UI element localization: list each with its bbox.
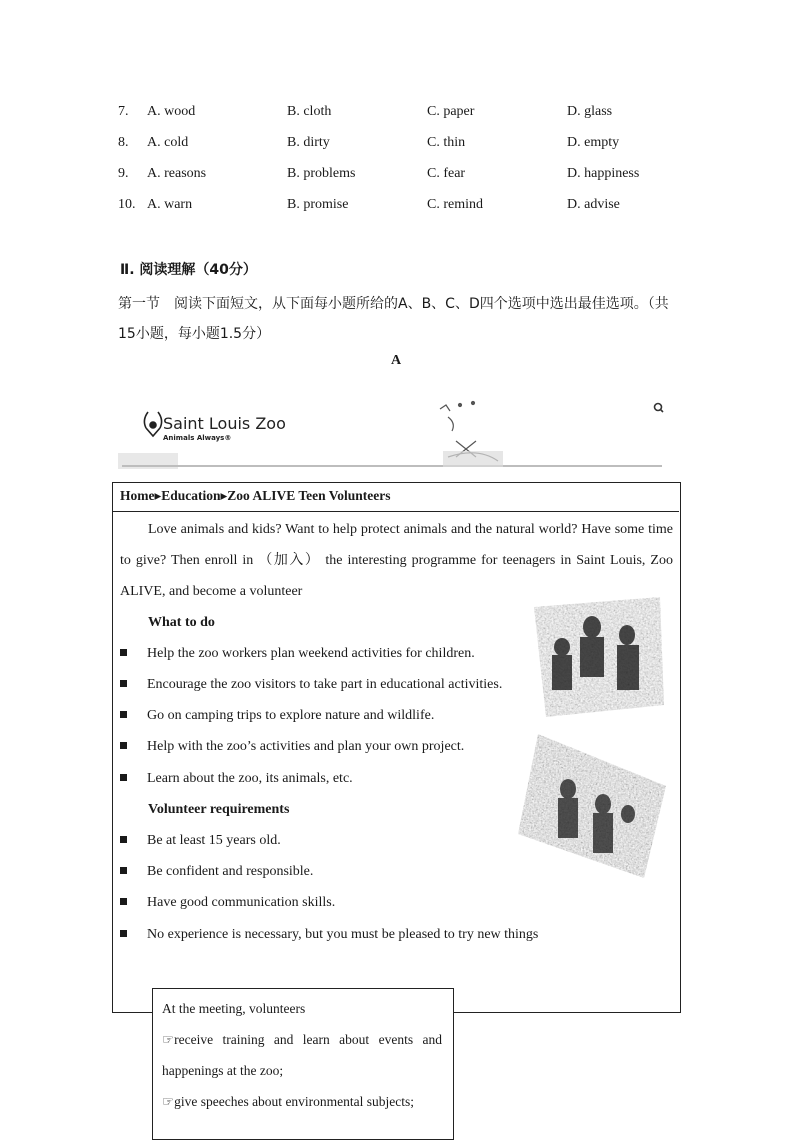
meeting-line-1: At the meeting, volunteers	[162, 1001, 306, 1016]
bullet-icon	[120, 742, 127, 749]
meeting-line-2: ☞receive training and learn about events and	[162, 1032, 442, 1047]
passage-letter: A	[391, 353, 402, 368]
option-d: D. glass	[567, 104, 613, 119]
list-item: Be at least 15 years old.	[120, 833, 281, 849]
list-item: Help the zoo workers plan weekend activities for children.	[120, 646, 475, 662]
breadcrumb-divider	[112, 511, 679, 512]
bullet-icon	[120, 774, 127, 781]
bullet-icon	[120, 930, 127, 937]
option-d: D. happiness	[567, 166, 640, 181]
section-title: Ⅱ. 阅读理解（40分）	[120, 262, 257, 278]
search-icon	[655, 404, 664, 413]
section-instruction	[118, 289, 678, 349]
question-number: 8.	[118, 135, 129, 150]
what-to-do-heading: What to do	[148, 615, 215, 630]
breadcrumb: Home▸Education▸Zoo ALIVE Teen Volunteers	[120, 488, 391, 503]
meeting-line-3: happenings at the zoo;	[162, 1063, 284, 1078]
requirements-heading: Volunteer requirements	[148, 802, 290, 817]
bullet-icon	[120, 680, 127, 687]
instruction-line-2: 15小题，每小题1.5分）	[118, 326, 271, 342]
question-number: 10.	[118, 197, 136, 212]
option-a: A. cold	[147, 135, 189, 150]
list-item: Be confident and responsible.	[120, 864, 313, 880]
intro-line-3: ALIVE, and become a volunteer	[120, 584, 303, 599]
zoo-logo-icon	[144, 412, 161, 436]
option-b: B. problems	[287, 166, 356, 181]
bullet-icon	[120, 711, 127, 718]
bullet-icon	[120, 649, 127, 656]
option-b: B. cloth	[287, 104, 332, 119]
list-item: Learn about the zoo, its animals, etc.	[120, 771, 353, 787]
option-a: A. reasons	[147, 166, 207, 181]
option-c: C. remind	[427, 197, 483, 212]
option-b: B. promise	[287, 197, 349, 212]
bullet-icon	[120, 867, 127, 874]
bullet-icon	[120, 898, 127, 905]
list-item: Have good communication skills.	[120, 895, 335, 911]
option-c: C. fear	[427, 166, 466, 181]
intro-line-2: to give? Then enroll in （加入） the interesting programme for teenagers in Saint Louis, Zoo	[120, 553, 673, 568]
question-number: 9.	[118, 166, 129, 181]
volunteer-photo-2	[518, 734, 668, 879]
list-item: No experience is necessary, but you must be pleased to try new things	[120, 927, 538, 943]
volunteer-photo-1	[532, 597, 666, 717]
list-item: Encourage the zoo visitors to take part in educational activities.	[120, 677, 502, 693]
meeting-line-4: ☞give speeches about environmental subjects;	[162, 1094, 415, 1109]
option-d: D. advise	[567, 197, 620, 212]
option-c: C. thin	[427, 135, 466, 150]
question-number: 7.	[118, 104, 129, 119]
option-b: B. dirty	[287, 135, 330, 150]
option-c: C. paper	[427, 104, 475, 119]
intro-paragraph	[120, 514, 673, 607]
option-d: D. empty	[567, 135, 620, 150]
option-a: A. warn	[147, 197, 193, 212]
intro-line-1: Love animals and kids? Want to help protect animals and the natural world? Have some time	[148, 522, 673, 537]
list-item: Go on camping trips to explore nature and wildlife.	[120, 708, 434, 724]
zoo-tagline: Animals Always®	[163, 434, 232, 442]
option-a: A. wood	[147, 104, 196, 119]
list-item: Help with the zoo’s activities and plan your own project.	[120, 739, 464, 755]
zoo-name: Saint Louis Zoo	[163, 414, 286, 433]
bullet-icon	[120, 836, 127, 843]
instruction-line-1: 第一节 阅读下面短文，从下面每小题所给的A、B、C、D四个选项中选出最佳选项。（共	[118, 296, 669, 312]
